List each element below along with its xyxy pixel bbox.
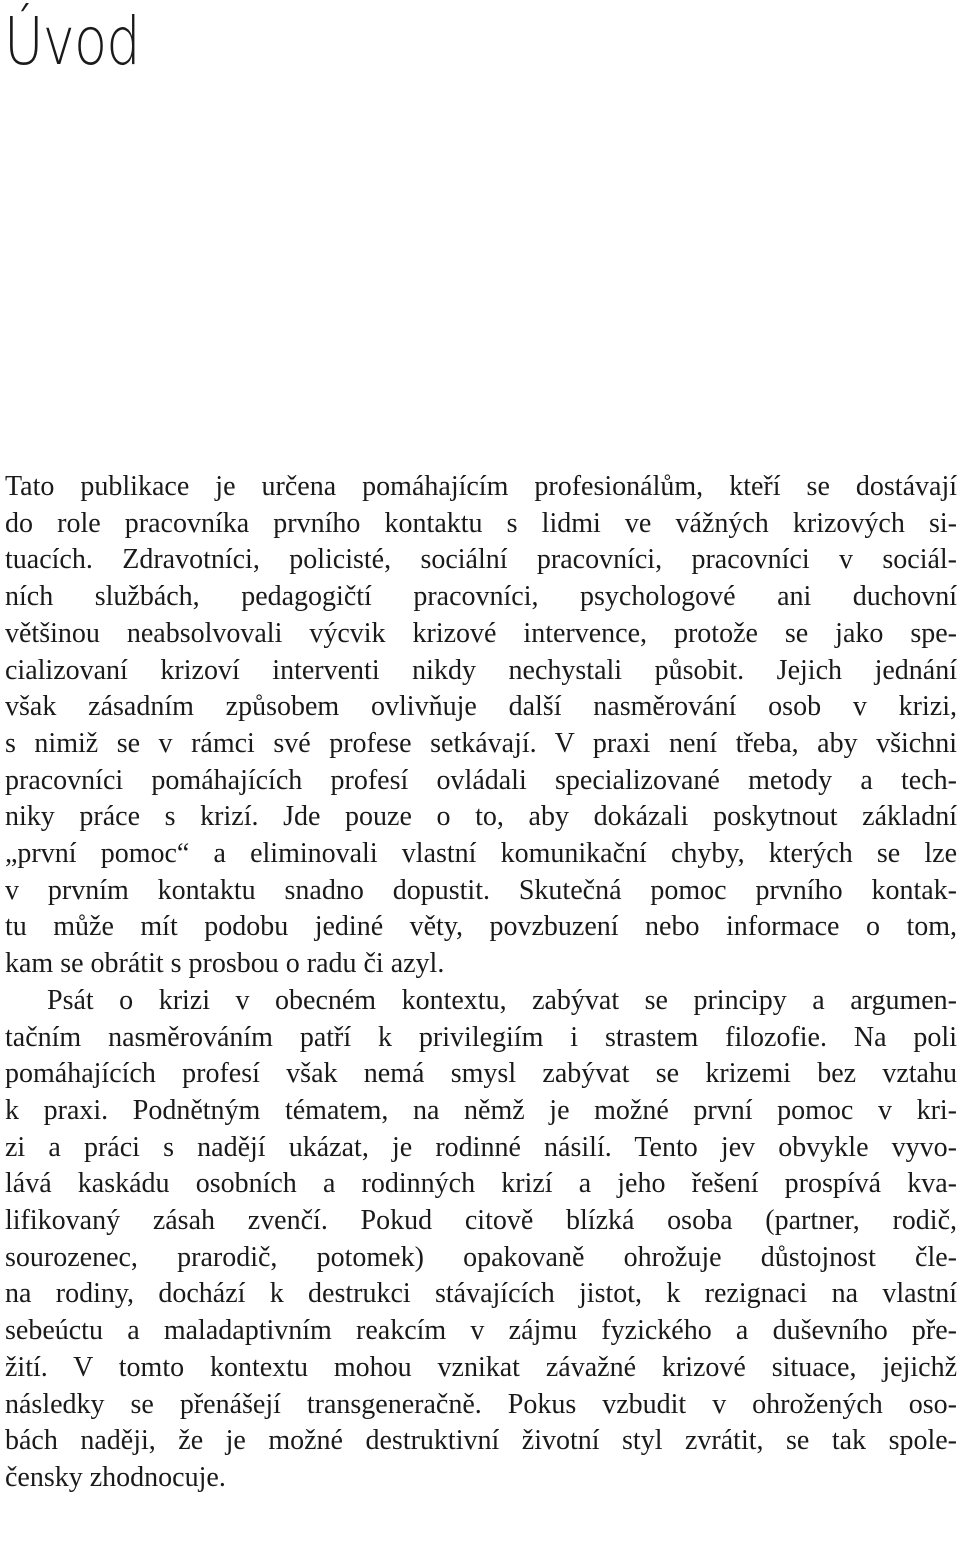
text-line: sebeúctu a maladaptivním reakcím v zájmu fyzického a duševního pře- <box>5 1315 957 1347</box>
paragraph-1 <box>5 469 957 983</box>
text-line: žití. V tomto kontextu mohou vznikat závažné krizové situace, jejichž <box>5 1351 957 1383</box>
text-line: niky práce s krizí. Jde pouze o to, aby dokázali poskytnout základní <box>5 801 957 833</box>
text-line: ních službách, pedagogičtí pracovníci, psychologové ani duchovní <box>5 581 957 613</box>
text-line: následky se přenášejí transgeneračně. Pokus vzbudit v ohrožených oso- <box>5 1388 957 1420</box>
text-line: pomáhajících profesí však nemá smysl zabývat se krizemi bez vztahu <box>5 1058 957 1090</box>
text-line: zi a práci s nadějí ukázat, je rodinné násilí. Tento jev obvykle vyvo- <box>5 1131 957 1163</box>
text-line: kam se obrátit s prosbou o radu či azyl. <box>5 948 445 980</box>
text-line: do role pracovníka prvního kontaktu s lidmi ve vážných krizových si- <box>5 507 957 539</box>
body-text <box>5 469 957 1497</box>
text-line: bách naději, že je možné destruktivní životní styl zvrátit, se tak spole- <box>5 1425 957 1457</box>
text-line: Psát o krizi v obecném kontextu, zabývat se principy a argumen- <box>47 984 957 1016</box>
page-title: Úvod <box>4 3 140 80</box>
text-line: na rodiny, dochází k destrukci stávajících jistot, k rezignaci na vlastní <box>5 1278 957 1310</box>
text-line: Tato publikace je určena pomáhajícím profesionálům, kteří se dostávají <box>5 471 957 502</box>
text-line: tačním nasměrováním patří k privilegiím i strastem filozofie. Na poli <box>5 1021 957 1053</box>
text-line: lává kaskádu osobních a rodinných krizí a jeho řešení prospívá kva- <box>5 1168 957 1200</box>
text-line: k praxi. Podnětným tématem, na němž je možné první pomoc v kri- <box>5 1094 957 1126</box>
text-line: čensky zhodnocuje. <box>5 1461 226 1493</box>
text-line: tuacích. Zdravotníci, policisté, sociální pracovníci, pracovníci v sociál- <box>5 544 957 576</box>
text-line: však zásadním způsobem ovlivňuje další nasměrování osob v krizi, <box>5 691 957 723</box>
text-line: „první pomoc“ a eliminovali vlastní komunikační chyby, kterých se lze <box>5 838 957 870</box>
text-line: pracovníci pomáhajících profesí ovládali specializované metody a tech- <box>5 764 957 796</box>
paragraph-2 <box>5 983 957 1497</box>
text-line: většinou neabsolvovali výcvik krizové intervence, protože se jako spe- <box>5 617 957 649</box>
text-line: lifikovaný zásah zvenčí. Pokud citově blízká osoba (partner, rodič, <box>5 1205 957 1237</box>
text-line: v prvním kontaktu snadno dopustit. Skutečná pomoc prvního kontak- <box>5 874 957 906</box>
text-line: tu může mít podobu jediné věty, povzbuzení nebo informace o tom, <box>5 911 957 943</box>
text-line: s nimiž se v rámci své profese setkávají. V praxi není třeba, aby všichni <box>5 727 957 759</box>
text-line: cializovaní krizoví interventi nikdy nechystali působit. Jejich jednání <box>5 654 957 686</box>
text-line: sourozenec, prarodič, potomek) opakovaně ohrožuje důstojnost čle- <box>5 1241 957 1273</box>
